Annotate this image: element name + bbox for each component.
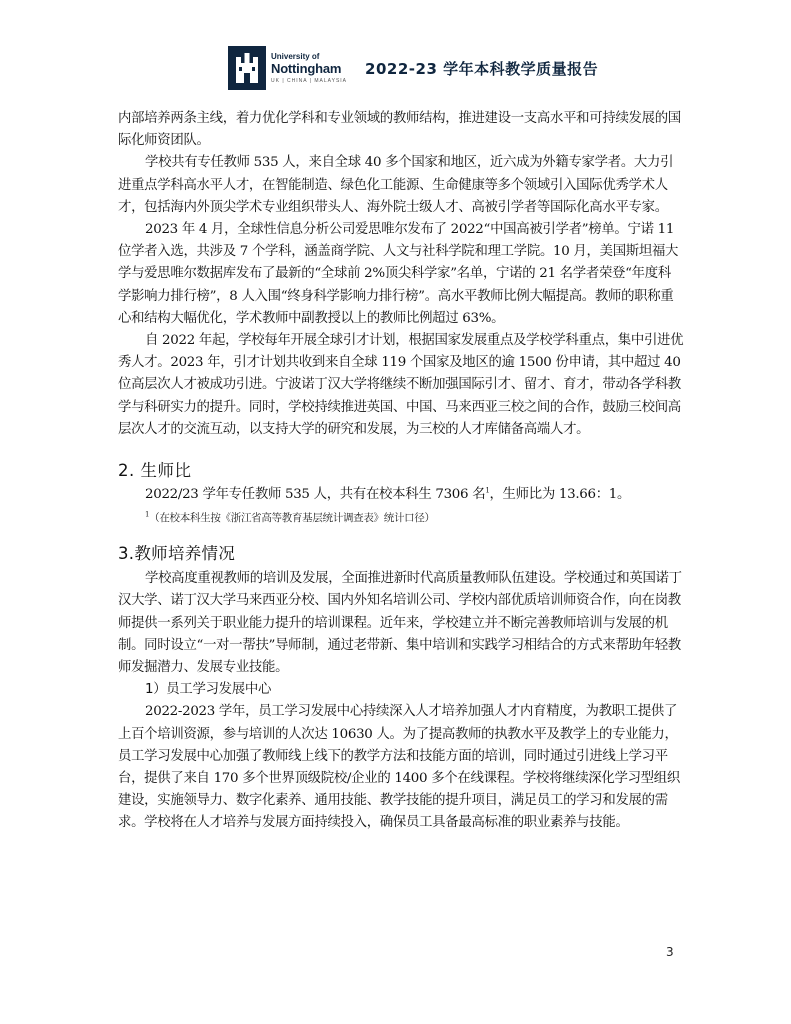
paragraph-faculty-count: 学校共有专任教师 535 人，来自全球 40 多个国家和地区，近六成为外籍专家学者。大力引进重点学科高水平人才，在智能制造、绿色化工能源、生命健康等多个领域引入国际优秀学术人才，包括海内外顶尖学术专业组织带头人、海外院士级人才、高被引学者等国际化高水平专家。 [118, 155, 674, 215]
footnote-text: （在校本科生按《浙江省高等教育基层统计调查表》统计口径） [149, 512, 435, 525]
paragraph-highly-cited: 2023 年 4 月，全球性信息分析公司爱思唯尔发布了 2022“中国高被引学者”榜单。宁诺 11 位学者入选，共涉及 7 个学科，涵盖商学院、人文与社科学院和理工学院。10 月，美国斯坦福大学与爱思唯尔数据库发布了最新的“全球前 2%顶尖科学家”名单，宁诺的 21 名学者荣登“年度科学影响力排行榜”，8 人入围“终身科学影响力排行榜”。高水平教师比例大幅提高。教师的职称重心和结构大幅优化，学术教师中副教授以上的教师比例超过 63%。 [118, 222, 679, 326]
ratio-text-part2: ，生师比为 13.66：1。 [489, 487, 631, 503]
logo-line-3: UK | CHINA | MALAYSIA [271, 77, 348, 84]
university-crest-logo [228, 46, 266, 90]
paragraph-continued: 内部培养两条主线，着力优化学科和专业领域的教师结构，推进建设一支高水平和可持续发展的国际化师资团队。 [118, 111, 681, 149]
paragraph-ratio [118, 484, 684, 506]
ratio-text-part1: 2022/23 学年专任教师 535 人，共有在校本科生 7306 名 [145, 487, 486, 503]
logo-line-1: University of [271, 51, 320, 61]
paragraph-learning-center: 2022-2023 学年，员工学习发展中心持续深入人才培养加强人才内育精度，为教职工提供了上百个培训资源，参与培训的人次达 10630 人。为了提高教师的执教水平及教学上的专业能力，员工学习发展中心加强了教师线上线下的教学方法和技能方面的培训，同时通过引进线上学习平台，提供了来自 170 多个世界顶级院校/企业的 1400 多个在线课程。学校将继续深化学习型组织建设，实施领导力、数字化素养、通用技能、教学技能的提升项目，满足员工的学习和发展的需求。学校将在人才培养与发展方面持续投入，确保员工具备最高标准的职业素养与技能。 [118, 704, 680, 831]
page-header [228, 40, 598, 96]
footnote-number: 1 [145, 510, 150, 519]
subheading-learning-center: 1）员工学习发展中心 [145, 682, 272, 698]
castle-icon [234, 51, 260, 85]
footnote [145, 509, 684, 527]
section-heading-training: 3.教师培养情况 [118, 544, 236, 564]
logo-line-2: Nottingham [271, 60, 342, 76]
footnote-mark: 1 [485, 486, 490, 495]
page-number: 3 [666, 945, 674, 959]
report-title: 2022-23 学年本科教学质量报告 [365, 59, 599, 78]
section-heading-ratio: 2. 生师比 [118, 461, 192, 481]
paragraph-training: 学校高度重视教师的培训及发展，全面推进新时代高质量教师队伍建设。学校通过和英国诺丁汉大学、诺丁汉大学马来西亚分校、国内外知名培训公司、学校内部优质培训师资合作，向在岗教师提供一系列关于职业能力提升的培训课程。近年来，学校建立并不断完善教师培训与发展的机制。同时设立“一对一帮扶”导师制，通过老带新、集中培训和实践学习相结合的方式来帮助年轻教师发掘潜力、发展专业技能。 [118, 571, 682, 676]
body-content [118, 108, 684, 835]
university-wordmark [271, 53, 347, 84]
paragraph-talent-program: 自 2022 年起，学校每年开展全球引才计划，根据国家发展重点及学校学科重点，集中引进优秀人才。2023 年，引才计划共收到来自全球 119 个国家及地区的逾 1500 份申请，其中超过 40 位高层次人才被成功引进。宁波诺丁汉大学将继续不断加强国际引才、留才、育才，带动各学科教学与科研实力的提升。同时，学校持续推进英国、中国、马来西亚三校之间的合作，鼓励三校间高层次人才的交流互动，以支持大学的研究和发展，为三校的人才库储备高端人才。 [118, 333, 684, 437]
